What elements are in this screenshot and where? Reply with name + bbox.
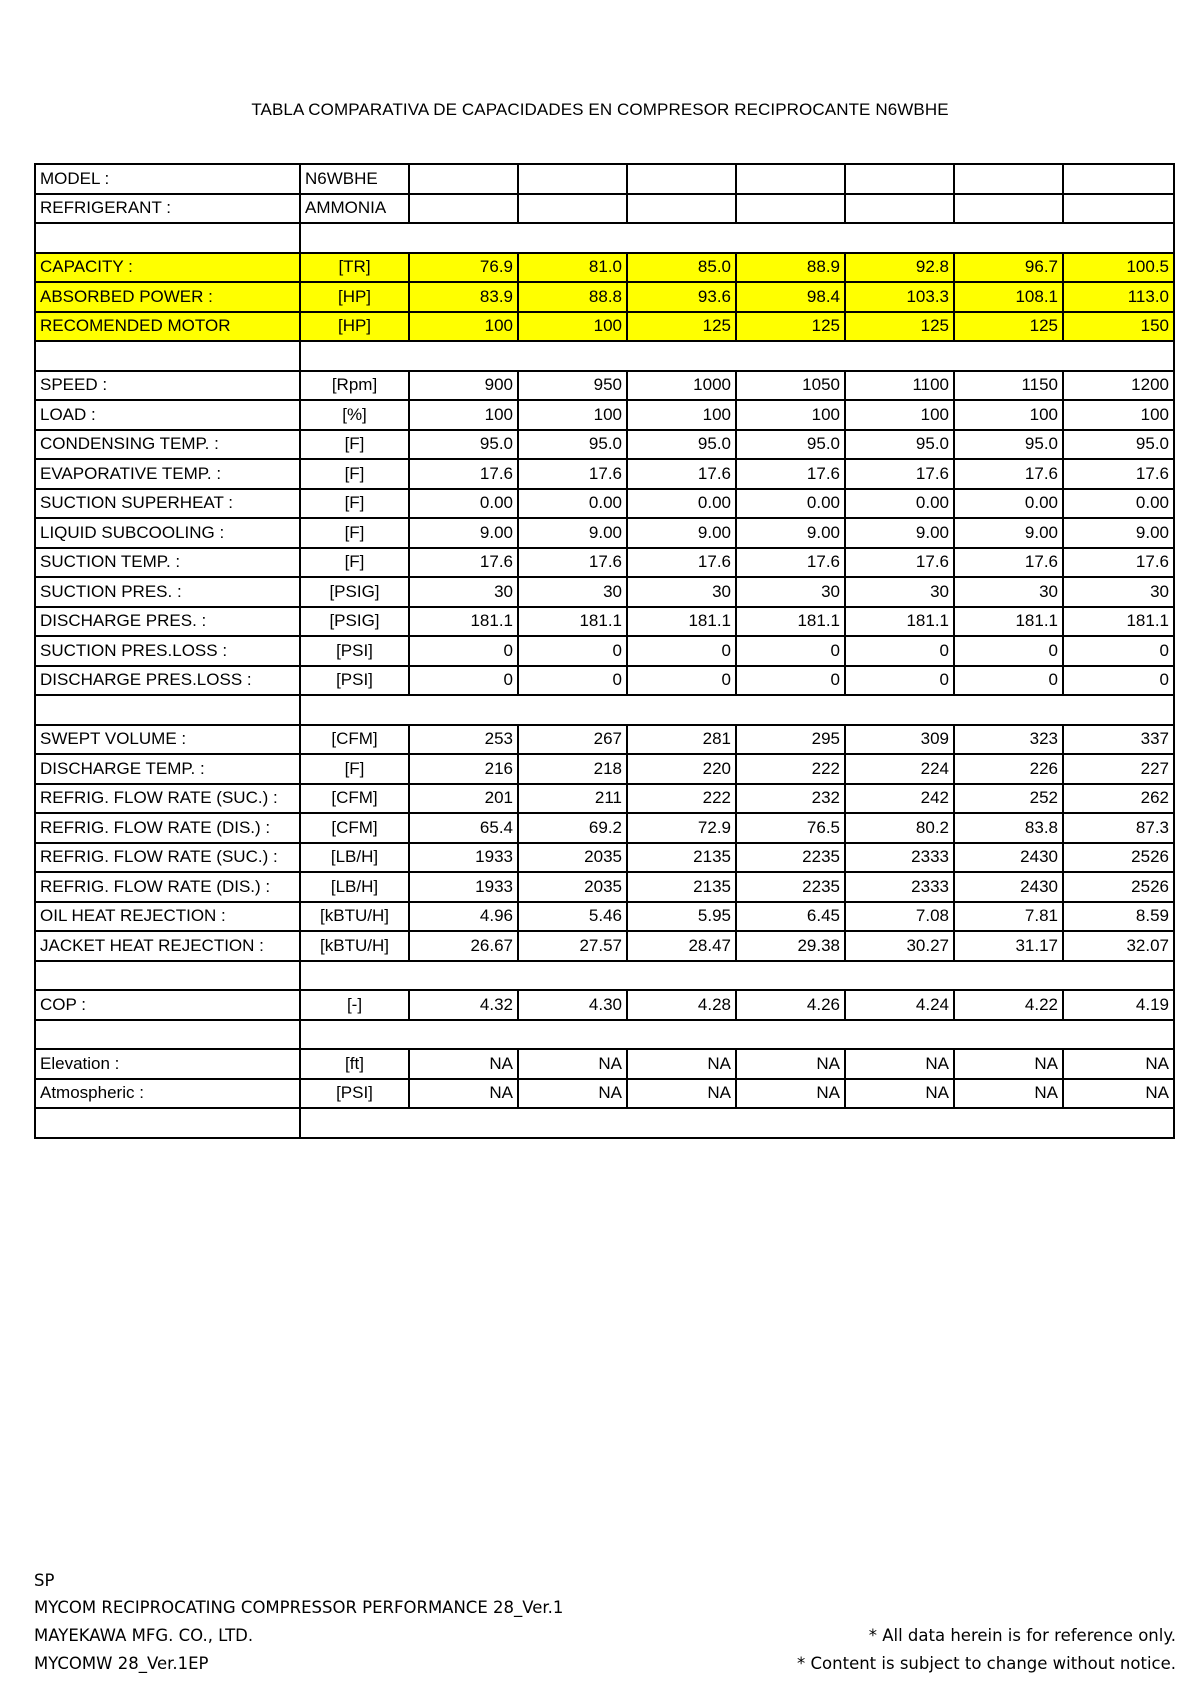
value-cell: 1200	[1063, 371, 1174, 401]
footer-document-title: MYCOM RECIPROCATING COMPRESSOR PERFORMANCE 28_Ver.1	[34, 1598, 564, 1617]
value-cell: 30	[409, 577, 518, 607]
value-cell: 242	[845, 784, 954, 814]
row-label: REFRIG. FLOW RATE (SUC.) :	[35, 784, 300, 814]
row-label: LIQUID SUBCOOLING :	[35, 518, 300, 548]
empty-cell	[300, 223, 1174, 253]
value-cell: 0.00	[954, 489, 1063, 519]
row-unit: [F]	[300, 518, 409, 548]
empty-cell	[409, 164, 518, 194]
row-label: SUCTION TEMP. :	[35, 548, 300, 578]
row-label: CONDENSING TEMP. :	[35, 430, 300, 460]
value-cell: 17.6	[627, 548, 736, 578]
value-cell: 95.0	[845, 430, 954, 460]
value-cell: 8.59	[1063, 902, 1174, 932]
table-row	[35, 518, 1174, 548]
empty-cell	[300, 961, 1174, 991]
value-cell: 30	[1063, 577, 1174, 607]
value-cell: 26.67	[409, 931, 518, 961]
empty-cell	[35, 1108, 300, 1138]
value-cell: 0	[845, 666, 954, 696]
row-label: COP :	[35, 990, 300, 1020]
value-cell: 17.6	[954, 459, 1063, 489]
value-cell: 103.3	[845, 282, 954, 312]
header-value: N6WBHE	[300, 164, 409, 194]
value-cell: NA	[627, 1079, 736, 1109]
value-cell: 98.4	[736, 282, 845, 312]
table-row	[35, 371, 1174, 401]
value-cell: 95.0	[518, 430, 627, 460]
value-cell: NA	[409, 1049, 518, 1079]
value-cell: 5.95	[627, 902, 736, 932]
value-cell: 181.1	[736, 607, 845, 637]
row-unit: [F]	[300, 548, 409, 578]
value-cell: 222	[736, 754, 845, 784]
value-cell: 17.6	[518, 459, 627, 489]
value-cell: 17.6	[736, 459, 845, 489]
value-cell: 100	[518, 312, 627, 342]
value-cell: 72.9	[627, 813, 736, 843]
value-cell: 262	[1063, 784, 1174, 814]
value-cell: 76.9	[409, 253, 518, 283]
value-cell: 216	[409, 754, 518, 784]
value-cell: NA	[954, 1049, 1063, 1079]
empty-cell	[518, 194, 627, 224]
value-cell: 0	[954, 636, 1063, 666]
row-label: JACKET HEAT REJECTION :	[35, 931, 300, 961]
empty-cell	[954, 194, 1063, 224]
table-row	[35, 489, 1174, 519]
row-label: DISCHARGE TEMP. :	[35, 754, 300, 784]
value-cell: 2430	[954, 872, 1063, 902]
value-cell: NA	[627, 1049, 736, 1079]
empty-cell	[35, 1020, 300, 1050]
row-unit: [ft]	[300, 1049, 409, 1079]
value-cell: 76.5	[736, 813, 845, 843]
value-cell: 17.6	[1063, 459, 1174, 489]
empty-cell	[1063, 194, 1174, 224]
empty-cell	[300, 1020, 1174, 1050]
value-cell: 950	[518, 371, 627, 401]
value-cell: 85.0	[627, 253, 736, 283]
row-label: DISCHARGE PRES. :	[35, 607, 300, 637]
value-cell: 100	[1063, 400, 1174, 430]
value-cell: 252	[954, 784, 1063, 814]
footer-sp: SP	[34, 1571, 55, 1590]
value-cell: 181.1	[409, 607, 518, 637]
value-cell: 2235	[736, 843, 845, 873]
empty-cell	[518, 164, 627, 194]
value-cell: 0	[1063, 666, 1174, 696]
value-cell: 2526	[1063, 872, 1174, 902]
row-label: MODEL :	[35, 164, 300, 194]
value-cell: 88.8	[518, 282, 627, 312]
value-cell: 2235	[736, 872, 845, 902]
value-cell: 2135	[627, 843, 736, 873]
row-label: Atmospheric :	[35, 1079, 300, 1109]
value-cell: 181.1	[954, 607, 1063, 637]
table-row	[35, 636, 1174, 666]
value-cell: 9.00	[954, 518, 1063, 548]
value-cell: 29.38	[736, 931, 845, 961]
value-cell: 30	[627, 577, 736, 607]
value-cell: 87.3	[1063, 813, 1174, 843]
value-cell: 4.22	[954, 990, 1063, 1020]
value-cell: 65.4	[409, 813, 518, 843]
value-cell: 181.1	[518, 607, 627, 637]
value-cell: 4.24	[845, 990, 954, 1020]
empty-cell	[736, 194, 845, 224]
value-cell: 95.0	[1063, 430, 1174, 460]
value-cell: 95.0	[627, 430, 736, 460]
value-cell: 1933	[409, 843, 518, 873]
empty-cell	[300, 695, 1174, 725]
value-cell: 100	[845, 400, 954, 430]
row-unit: [HP]	[300, 282, 409, 312]
value-cell: 211	[518, 784, 627, 814]
empty-cell	[300, 341, 1174, 371]
value-cell: 2135	[627, 872, 736, 902]
row-unit: [PSI]	[300, 1079, 409, 1109]
empty-cell	[409, 194, 518, 224]
value-cell: NA	[518, 1079, 627, 1109]
table-row	[35, 577, 1174, 607]
table-row	[35, 754, 1174, 784]
value-cell: 17.6	[627, 459, 736, 489]
value-cell: 0	[518, 666, 627, 696]
value-cell: NA	[518, 1049, 627, 1079]
blank-row	[35, 223, 1174, 253]
table-row	[35, 1049, 1174, 1079]
value-cell: 0.00	[1063, 489, 1174, 519]
row-label: CAPACITY :	[35, 253, 300, 283]
value-cell: 69.2	[518, 813, 627, 843]
value-cell: 30	[736, 577, 845, 607]
value-cell: 9.00	[1063, 518, 1174, 548]
value-cell: 17.6	[518, 548, 627, 578]
empty-cell	[35, 961, 300, 991]
value-cell: 30	[518, 577, 627, 607]
value-cell: 9.00	[627, 518, 736, 548]
value-cell: 27.57	[518, 931, 627, 961]
empty-cell	[300, 1108, 1174, 1138]
performance-table	[34, 163, 1175, 1139]
value-cell: 1933	[409, 872, 518, 902]
value-cell: 253	[409, 725, 518, 755]
value-cell: 31.17	[954, 931, 1063, 961]
value-cell: 100	[409, 312, 518, 342]
value-cell: 2333	[845, 872, 954, 902]
value-cell: 100	[736, 400, 845, 430]
value-cell: 0	[409, 666, 518, 696]
value-cell: 0	[627, 636, 736, 666]
row-unit: [PSIG]	[300, 607, 409, 637]
row-label: ABSORBED POWER :	[35, 282, 300, 312]
row-unit: [TR]	[300, 253, 409, 283]
value-cell: 125	[845, 312, 954, 342]
table-row	[35, 843, 1174, 873]
row-unit: [Rpm]	[300, 371, 409, 401]
table-row	[35, 784, 1174, 814]
value-cell: NA	[845, 1079, 954, 1109]
row-label: EVAPORATIVE TEMP. :	[35, 459, 300, 489]
value-cell: 0.00	[736, 489, 845, 519]
value-cell: 95.0	[954, 430, 1063, 460]
value-cell: 93.6	[627, 282, 736, 312]
header-value: AMMONIA	[300, 194, 409, 224]
empty-cell	[35, 341, 300, 371]
value-cell: 0.00	[845, 489, 954, 519]
value-cell: 1150	[954, 371, 1063, 401]
empty-cell	[35, 695, 300, 725]
value-cell: 113.0	[1063, 282, 1174, 312]
table-row	[35, 902, 1174, 932]
value-cell: 181.1	[1063, 607, 1174, 637]
row-label: LOAD :	[35, 400, 300, 430]
value-cell: 0	[409, 636, 518, 666]
value-cell: NA	[845, 1049, 954, 1079]
row-label: SUCTION SUPERHEAT :	[35, 489, 300, 519]
table-row	[35, 725, 1174, 755]
value-cell: 150	[1063, 312, 1174, 342]
value-cell: 100	[409, 400, 518, 430]
table-row	[35, 459, 1174, 489]
row-label: REFRIGERANT :	[35, 194, 300, 224]
value-cell: 32.07	[1063, 931, 1174, 961]
value-cell: 95.0	[736, 430, 845, 460]
value-cell: 125	[954, 312, 1063, 342]
value-cell: 2035	[518, 872, 627, 902]
value-cell: 2526	[1063, 843, 1174, 873]
blank-row	[35, 695, 1174, 725]
value-cell: 0.00	[518, 489, 627, 519]
row-unit: [PSIG]	[300, 577, 409, 607]
value-cell: 2333	[845, 843, 954, 873]
value-cell: 0	[736, 636, 845, 666]
value-cell: 6.45	[736, 902, 845, 932]
value-cell: 0.00	[627, 489, 736, 519]
value-cell: 267	[518, 725, 627, 755]
value-cell: 0	[518, 636, 627, 666]
empty-cell	[627, 194, 736, 224]
value-cell: 108.1	[954, 282, 1063, 312]
row-unit: [-]	[300, 990, 409, 1020]
value-cell: 95.0	[409, 430, 518, 460]
row-unit: [PSI]	[300, 636, 409, 666]
value-cell: 80.2	[845, 813, 954, 843]
value-cell: NA	[1063, 1049, 1174, 1079]
value-cell: 17.6	[736, 548, 845, 578]
value-cell: 2035	[518, 843, 627, 873]
row-label: Elevation :	[35, 1049, 300, 1079]
table-row	[35, 607, 1174, 637]
value-cell: 17.6	[845, 548, 954, 578]
value-cell: NA	[954, 1079, 1063, 1109]
empty-cell	[845, 164, 954, 194]
value-cell: 17.6	[1063, 548, 1174, 578]
row-unit: [LB/H]	[300, 872, 409, 902]
value-cell: 4.26	[736, 990, 845, 1020]
row-label: SPEED :	[35, 371, 300, 401]
row-label: REFRIG. FLOW RATE (DIS.) :	[35, 872, 300, 902]
row-label: REFRIG. FLOW RATE (SUC.) :	[35, 843, 300, 873]
value-cell: 7.81	[954, 902, 1063, 932]
value-cell: 17.6	[845, 459, 954, 489]
value-cell: 7.08	[845, 902, 954, 932]
row-unit: [F]	[300, 430, 409, 460]
row-label: SUCTION PRES.LOSS :	[35, 636, 300, 666]
value-cell: 28.47	[627, 931, 736, 961]
value-cell: 17.6	[954, 548, 1063, 578]
table-row	[35, 872, 1174, 902]
value-cell: 222	[627, 784, 736, 814]
table-header-row	[35, 164, 1174, 194]
value-cell: 0	[954, 666, 1063, 696]
empty-cell	[627, 164, 736, 194]
row-label: DISCHARGE PRES.LOSS :	[35, 666, 300, 696]
empty-cell	[954, 164, 1063, 194]
value-cell: 1000	[627, 371, 736, 401]
table-row	[35, 666, 1174, 696]
footer-note-reference: * All data herein is for reference only.	[868, 1626, 1176, 1645]
page-title: TABLA COMPARATIVA DE CAPACIDADES EN COMPRESOR RECIPROCANTE N6WBHE	[251, 100, 949, 119]
blank-row	[35, 961, 1174, 991]
table-row	[35, 931, 1174, 961]
value-cell: 323	[954, 725, 1063, 755]
footer-note-change: * Content is subject to change without notice.	[797, 1654, 1176, 1673]
value-cell: 4.32	[409, 990, 518, 1020]
value-cell: 281	[627, 725, 736, 755]
row-label: OIL HEAT REJECTION :	[35, 902, 300, 932]
value-cell: 900	[409, 371, 518, 401]
value-cell: 81.0	[518, 253, 627, 283]
value-cell: 181.1	[845, 607, 954, 637]
value-cell: NA	[736, 1079, 845, 1109]
value-cell: 2430	[954, 843, 1063, 873]
value-cell: 337	[1063, 725, 1174, 755]
value-cell: 224	[845, 754, 954, 784]
table-row	[35, 430, 1174, 460]
value-cell: 218	[518, 754, 627, 784]
table-row	[35, 253, 1174, 283]
value-cell: 309	[845, 725, 954, 755]
row-label: SUCTION PRES. :	[35, 577, 300, 607]
value-cell: 100	[518, 400, 627, 430]
value-cell: 5.46	[518, 902, 627, 932]
value-cell: 4.19	[1063, 990, 1174, 1020]
row-unit: [LB/H]	[300, 843, 409, 873]
value-cell: 88.9	[736, 253, 845, 283]
empty-cell	[845, 194, 954, 224]
value-cell: NA	[736, 1049, 845, 1079]
table-row	[35, 548, 1174, 578]
row-unit: [F]	[300, 754, 409, 784]
table-row	[35, 1079, 1174, 1109]
row-unit: [%]	[300, 400, 409, 430]
value-cell: 125	[736, 312, 845, 342]
value-cell: 100	[954, 400, 1063, 430]
empty-cell	[736, 164, 845, 194]
value-cell: 0.00	[409, 489, 518, 519]
value-cell: 9.00	[845, 518, 954, 548]
value-cell: 220	[627, 754, 736, 784]
row-unit: [CFM]	[300, 784, 409, 814]
value-cell: 17.6	[409, 459, 518, 489]
row-unit: [kBTU/H]	[300, 931, 409, 961]
row-label: REFRIG. FLOW RATE (DIS.) :	[35, 813, 300, 843]
value-cell: 295	[736, 725, 845, 755]
row-unit: [HP]	[300, 312, 409, 342]
value-cell: 125	[627, 312, 736, 342]
value-cell: NA	[409, 1079, 518, 1109]
value-cell: 0	[627, 666, 736, 696]
blank-row	[35, 341, 1174, 371]
value-cell: 9.00	[736, 518, 845, 548]
value-cell: 9.00	[409, 518, 518, 548]
value-cell: 83.9	[409, 282, 518, 312]
value-cell: 232	[736, 784, 845, 814]
value-cell: 100.5	[1063, 253, 1174, 283]
value-cell: 100	[627, 400, 736, 430]
value-cell: 201	[409, 784, 518, 814]
row-unit: [CFM]	[300, 725, 409, 755]
value-cell: 9.00	[518, 518, 627, 548]
row-label: RECOMENDED MOTOR	[35, 312, 300, 342]
value-cell: 4.30	[518, 990, 627, 1020]
row-unit: [kBTU/H]	[300, 902, 409, 932]
blank-row	[35, 1020, 1174, 1050]
value-cell: 0	[845, 636, 954, 666]
table-header-row	[35, 194, 1174, 224]
value-cell: NA	[1063, 1079, 1174, 1109]
value-cell: 83.8	[954, 813, 1063, 843]
value-cell: 1100	[845, 371, 954, 401]
table-row	[35, 312, 1174, 342]
footer-doc-code: MYCOMW 28_Ver.1EP	[34, 1654, 209, 1673]
value-cell: 1050	[736, 371, 845, 401]
value-cell: 17.6	[409, 548, 518, 578]
value-cell: 226	[954, 754, 1063, 784]
value-cell: 96.7	[954, 253, 1063, 283]
value-cell: 30	[845, 577, 954, 607]
value-cell: 30	[954, 577, 1063, 607]
row-label: SWEPT VOLUME :	[35, 725, 300, 755]
table-row	[35, 813, 1174, 843]
row-unit: [CFM]	[300, 813, 409, 843]
blank-row	[35, 1108, 1174, 1138]
empty-cell	[1063, 164, 1174, 194]
row-unit: [PSI]	[300, 666, 409, 696]
value-cell: 4.28	[627, 990, 736, 1020]
row-unit: [F]	[300, 489, 409, 519]
value-cell: 227	[1063, 754, 1174, 784]
value-cell: 0	[1063, 636, 1174, 666]
footer-company: MAYEKAWA MFG. CO., LTD.	[34, 1626, 254, 1645]
table-row	[35, 282, 1174, 312]
value-cell: 30.27	[845, 931, 954, 961]
value-cell: 0	[736, 666, 845, 696]
empty-cell	[35, 223, 300, 253]
table-row	[35, 400, 1174, 430]
value-cell: 181.1	[627, 607, 736, 637]
value-cell: 92.8	[845, 253, 954, 283]
table-row	[35, 990, 1174, 1020]
row-unit: [F]	[300, 459, 409, 489]
value-cell: 4.96	[409, 902, 518, 932]
